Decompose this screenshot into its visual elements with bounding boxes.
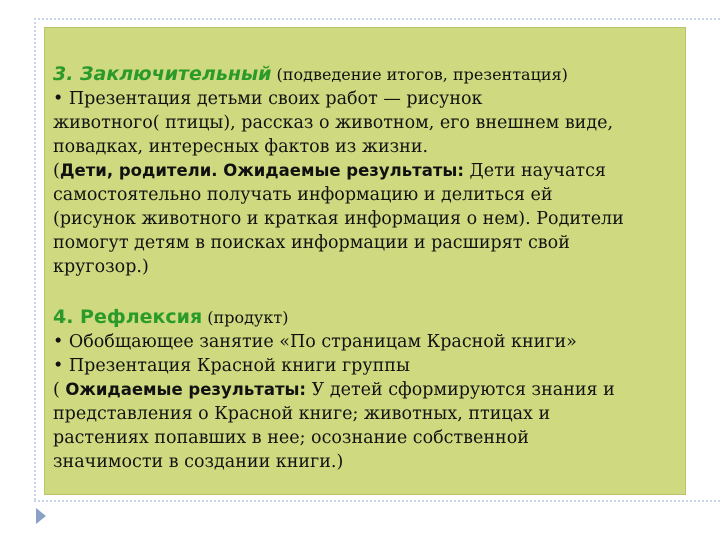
section-4-heading-line (53, 305, 677, 330)
section-3-line: животного( птицы), рассказ о животном, его внешнем виде, (53, 113, 614, 133)
section-4-line: • Обобщающее занятие «По страницам Красной книги» (53, 332, 577, 352)
slide-content-box (44, 27, 686, 495)
section-4-results-line (53, 378, 677, 402)
slide-frame-top (34, 18, 720, 20)
section-3-results-text: Дети научатся (463, 161, 606, 181)
section-3-results-line (53, 159, 677, 183)
section-3-results-line: помогут детям в поисках информации и расширят свой (53, 233, 570, 253)
section-4-heading-note: (продукт) (202, 308, 289, 327)
section-3-heading-note: (подведение итогов, презентация) (271, 65, 568, 84)
section-3-results-line: кругозор.) (53, 257, 149, 277)
section-3-results-label: Дети, родители. Ожидаемые результаты: (59, 161, 464, 180)
section-3-line: повадках, интересных фактов из жизни. (53, 137, 429, 157)
section-4-line: • Презентация Красной книги группы (53, 356, 410, 376)
section-3-heading-line (53, 62, 677, 87)
slide-frame-bottom (34, 500, 720, 502)
play-arrow-icon[interactable] (36, 508, 46, 524)
section-3-line: • Презентация детьми своих работ — рисунок (53, 89, 483, 109)
section-4-results-line: значимости в создании книги.) (53, 452, 344, 472)
section-4-results-open: ( (53, 380, 66, 400)
section-4-results-line: представления о Красной книге; животных, птицах и (53, 404, 551, 424)
section-4-heading: 4. Рефлексия (53, 306, 203, 328)
slide-frame-left (34, 18, 36, 500)
section-4-results-text: У детей сформируются знания и (306, 380, 615, 400)
section-3-results-line: самостоятельно получать информацию и делиться ей (53, 185, 553, 205)
section-3-heading: 3. Заключительный (53, 63, 272, 85)
section-spacer (53, 279, 677, 305)
section-3-results-open: ( (53, 161, 60, 181)
section-4-results-line: растениях попавших в нее; осознание собственной (53, 428, 529, 448)
section-3-results-line: (рисунок животного и краткая информация о нем). Родители (53, 209, 624, 229)
section-4-results-label: Ожидаемые результаты: (65, 380, 307, 399)
